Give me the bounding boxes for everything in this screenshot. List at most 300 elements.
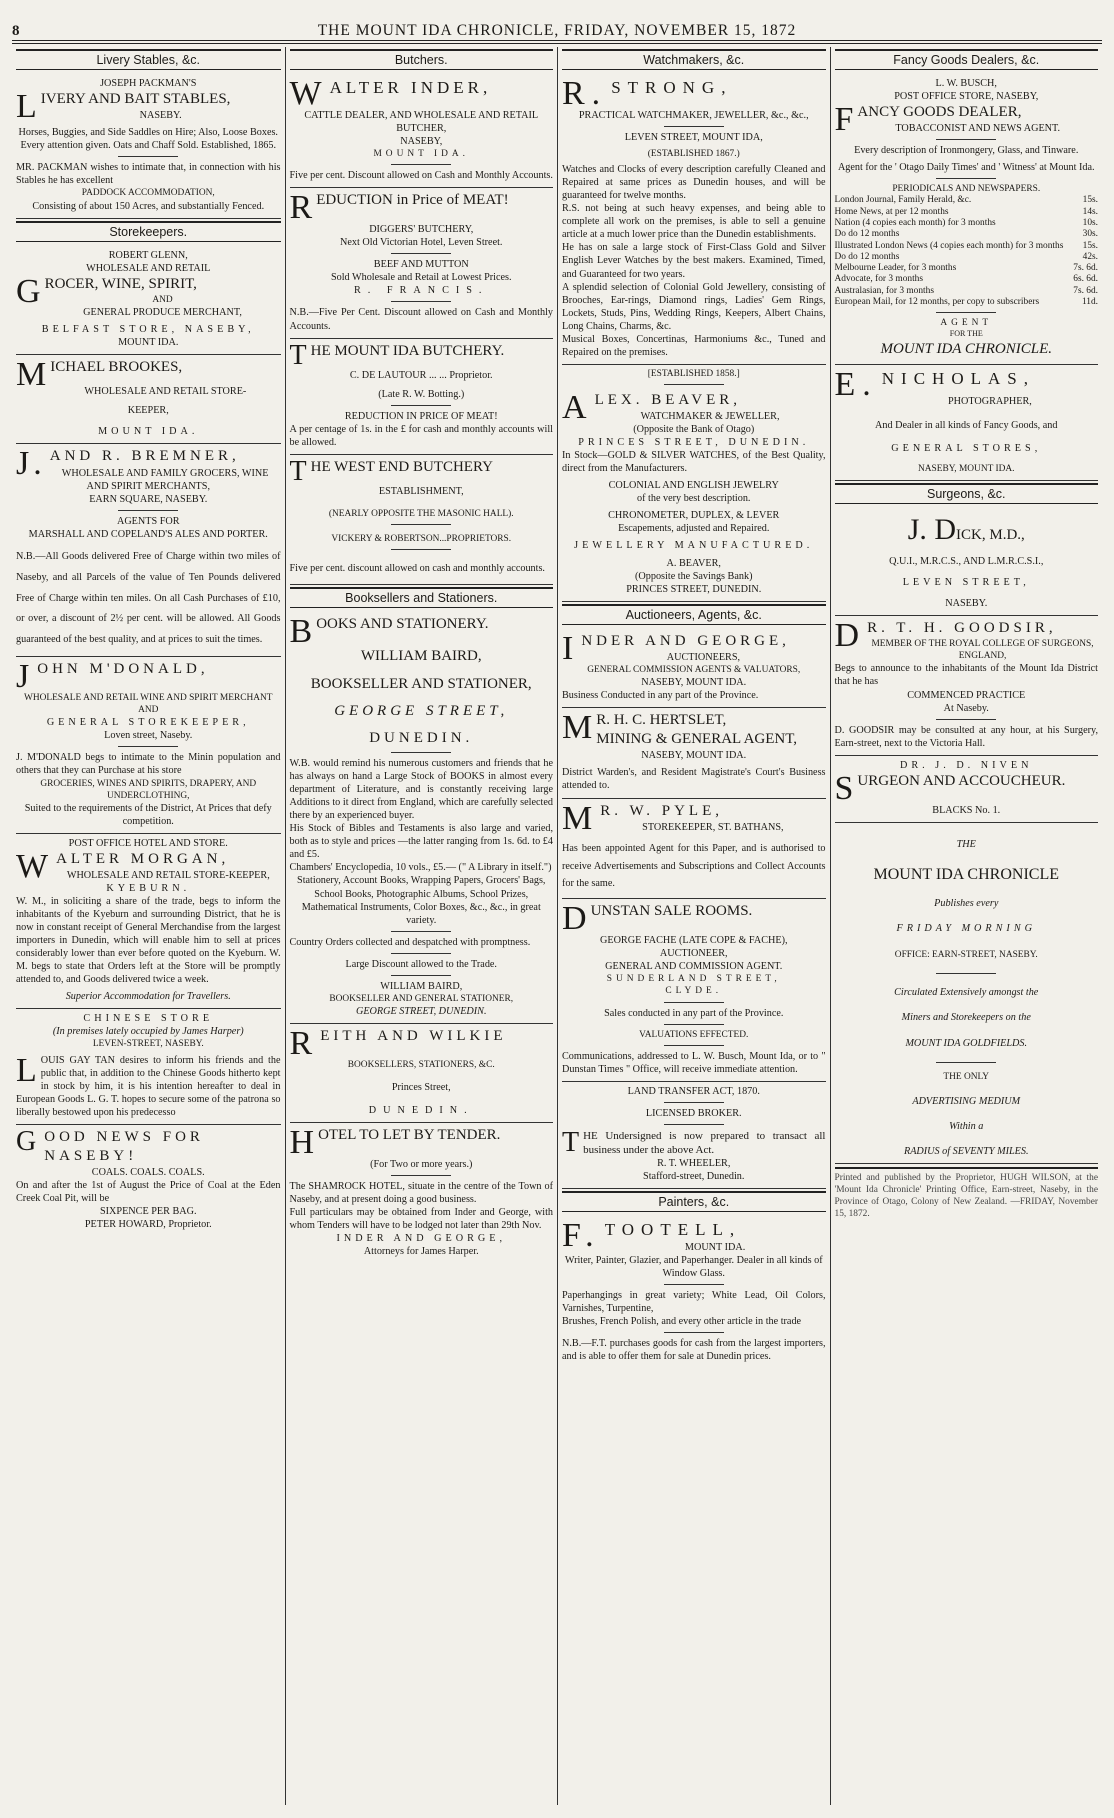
imprint — [835, 1164, 1099, 1225]
ad-body: Five per cent. Discount allowed on Cash and Monthly Accounts. — [289, 170, 553, 182]
divider — [664, 1045, 724, 1046]
ad-body: Paperhangings in great variety; White Lead, Oil Colors, Varnishes, Turpentine, — [562, 1289, 826, 1314]
rate-price: 7s. 6d. — [1073, 285, 1098, 296]
ad-line: Within a — [949, 1120, 984, 1132]
masthead-title: THE MOUNT IDA CHRONICLE, FRIDAY, NOVEMBER 15, 1872 — [317, 22, 797, 39]
drop-cap: G — [16, 272, 41, 310]
ad-mount-ida-butchery — [290, 339, 554, 455]
ad-baird — [290, 612, 554, 1024]
ad-line: WHOLESALE AND RETAIL STORE- — [84, 386, 247, 398]
masthead — [12, 14, 1102, 41]
ad-headline: OOD NEWS FOR NASEBY! — [44, 1128, 204, 1164]
ad-line: CATTLE DEALER, AND WHOLESALE AND RETAIL BUTCHER, — [304, 110, 539, 135]
section-heading: Storekeepers. — [16, 221, 281, 242]
ad-line: WHOLESALE AND RETAIL STORE-KEEPER, — [66, 869, 270, 881]
ad-line: NASEBY, — [400, 136, 443, 148]
ad-line: WILLIAM BAIRD, — [360, 648, 482, 665]
ad-body: Five per cent. discount allowed on cash and monthly accounts. — [289, 562, 545, 574]
ad-line: CHRONOMETER, DUPLEX, & LEVER — [608, 510, 780, 522]
ad-body: Stationery, Account Books, Wrapping Papers, Grocers' Bags, School Books, Photographic Albums, School Prizes, Mathematical Instruments, Color Boxes, &c., &c., in great variety. — [297, 875, 546, 926]
ad-line: [ESTABLISHED 1858.] — [647, 368, 740, 379]
column-1 — [12, 47, 285, 1805]
ad-bremner — [16, 444, 281, 657]
ad-line: (In premises lately occupied by James Harper) — [52, 1026, 244, 1038]
divider — [936, 139, 996, 140]
ad-line: LEVEN STREET, — [902, 577, 1030, 589]
ad-body: Country Orders collected and despatched with promptness. — [289, 936, 531, 948]
rate-price: 10s. — [1082, 218, 1098, 229]
section-heading: Painters, &c. — [562, 1191, 826, 1212]
rate-row — [835, 274, 1099, 285]
ad-line: MOUNT IDA CHRONICLE. — [880, 340, 1053, 357]
ad-body: Communications, addressed to L. W. Busch, Mount Ida, or to " Dunstan Times " Office, will receive immediate attention. — [562, 1050, 826, 1075]
ad-line: Miners and Storekeepers on the — [901, 1012, 1031, 1024]
ad-line: R. T. WHEELER, — [657, 1157, 731, 1169]
ad-body: Musical Boxes, Concertinas, Harmoniums &c., Tuned and Repaired on the premises. — [562, 333, 826, 358]
ad-body: Brushes, French Polish, and every other article in the trade — [562, 1316, 802, 1327]
divider — [664, 1002, 724, 1003]
ad-line: L. W. BUSCH, — [935, 78, 997, 89]
ad-line: Suited to the requirements of the District, At Prices that defy competition. — [24, 802, 272, 827]
ad-line: Circulated Extensively amongst the — [894, 987, 1039, 999]
ad-body: And Dealer in all kinds of Fancy Goods, and — [875, 419, 1058, 431]
ad-line: WHOLESALE AND RETAIL WINE AND SPIRIT MERCHANT AND — [23, 693, 273, 716]
rate-item: Melbourne Leader, for 3 months — [834, 263, 957, 274]
ad-body: A splendid selection of Colonial Gold Jewellery, consisting of Brooches, Ear-rings, Diamond rings, Ladies' Gem Rings, Lockets, Studs, Pins, Wedding Rings, Keepers, Albert Chains, Long Chains, Charms, &c. — [562, 281, 826, 332]
ad-line: BOOKSELLER AND GENERAL STATIONER, — [329, 993, 514, 1004]
ad-body: MR. PACKMAN wishes to intimate that, in connection with his Stables he has excellent — [16, 162, 281, 187]
section-heading: Fancy Goods Dealers, &c. — [835, 49, 1099, 70]
ad-line: Loven street, Naseby. — [104, 730, 193, 742]
divider — [936, 178, 996, 179]
rate-item: Do do 12 months — [834, 251, 900, 262]
ad-mcdonald — [16, 657, 281, 833]
ad-diggers — [290, 188, 554, 338]
drop-cap: B — [289, 613, 313, 651]
drop-cap: R. — [562, 75, 608, 112]
drop-cap: J — [16, 658, 34, 696]
divider — [664, 1124, 724, 1125]
ad-line: PERIODICALS AND NEWSPAPERS. — [892, 184, 1041, 195]
ad-line: GENERAL AND COMMISSION AGENT. — [605, 961, 783, 973]
drop-cap: M — [16, 356, 47, 393]
ad-line: Princes Street, — [391, 1081, 451, 1093]
ad-body: Every attention given. Oats and Chaff Sold. Established, 1865. — [20, 140, 277, 152]
ad-line: REDUCTION IN PRICE OF MEAT! — [344, 410, 498, 422]
column-4 — [830, 47, 1103, 1805]
ad-headline: ALTER INDER, — [329, 78, 492, 97]
columns — [12, 47, 1102, 1805]
ad-headline: ANCY GOODS DEALER, — [857, 104, 1022, 121]
ad-glenn — [16, 246, 281, 355]
ad-line: POST OFFICE STORE, NASEBY, — [894, 91, 1039, 103]
ad-body: Watches and Clocks of every description carefully Cleaned and Repaired at same prices as Dunedin houses, and will be guaranteed for twelve months. — [562, 164, 826, 202]
ad-morgan — [16, 834, 281, 1010]
ad-headline: EDUCTION in Price of MEAT! — [316, 192, 509, 209]
ad-line: At Naseby. — [943, 702, 989, 714]
ad-line: LAND TRANSFER ACT, 1870. — [627, 1085, 760, 1097]
ad-line: WHOLESALE AND RETAIL — [86, 262, 211, 274]
ad-line: GROCERIES, WINES AND SPIRITS, DRAPERY, AND UNDERCLOTHING, — [40, 778, 257, 801]
ad-line: BLACKS No. 1. — [932, 804, 1001, 816]
ad-headline: STRONG, — [611, 78, 733, 97]
divider — [664, 126, 724, 127]
ad-line: MOUNT IDA. — [98, 426, 199, 438]
ad-headline: ICK, M.D., — [956, 526, 1025, 543]
rate-row — [835, 229, 1099, 240]
rate-row — [835, 286, 1099, 297]
ad-line: WATCHMAKER & JEWELLER, — [640, 411, 780, 423]
ad-body: Every description of Ironmongery, Glass, and Tinware. — [854, 145, 1079, 157]
ad-line: COALS. COALS. COALS. — [91, 1167, 205, 1179]
ad-line: SIXPENCE PER BAG. — [99, 1206, 197, 1218]
ad-line: JEWELLERY MANUFACTURED. — [574, 540, 814, 552]
divider — [391, 953, 451, 954]
ad-body: N.B.—All Goods delivered Free of Charge within two miles of Naseby, and all Parcels of the value of Ten Pounds delivered Free of Charge within ten miles. On all Cash Purchases of £10, or over, a discount of 2½ per cent. will be allowed. All Goods guaranteed of the best quality, and at prices to suit the times. — [16, 550, 281, 646]
ad-line: BEEF AND MUTTON — [373, 259, 469, 271]
ad-line: ROBERT GLENN, — [108, 249, 188, 261]
ad-body: The SHAMROCK HOTEL, situate in the centre of the Town of Naseby, and at present doing a good business. — [289, 1181, 553, 1206]
ad-line: NASEBY, MOUNT IDA. — [641, 750, 747, 762]
divider — [118, 746, 178, 747]
ad-body: Agent for the ' Otago Daily Times' and ' Witness' at Mount Ida. — [837, 162, 1095, 174]
rate-row — [835, 207, 1099, 218]
ad-line: (Late R. W. Botting.) — [378, 388, 465, 400]
ad-line: (Opposite the Savings Bank) — [635, 570, 753, 582]
ad-good-news — [16, 1125, 281, 1237]
section-heading: Auctioneers, Agents, &c. — [562, 604, 826, 625]
ad-line: Publishes every — [934, 898, 999, 910]
ad-line: Escapements, adjusted and Repaired. — [618, 523, 770, 535]
ad-body: Business Conducted in any part of the Province. — [562, 689, 759, 701]
rate-row — [835, 252, 1099, 263]
drop-cap: R — [289, 189, 313, 227]
ad-line: GEORGE STREET, — [334, 702, 509, 719]
rate-row — [835, 297, 1099, 308]
ad-line: A. BEAVER, — [666, 557, 721, 569]
ad-line: PHOTOGRAPHER, — [947, 396, 1032, 408]
ad-west-end-butchery — [290, 455, 554, 586]
ad-headline: HE WEST END BUTCHERY — [310, 458, 493, 475]
ad-line: LICENSED BROKER. — [645, 1107, 742, 1119]
ad-line: STOREKEEPER, ST. BATHANS, — [642, 821, 784, 833]
ad-line: PRINCES STREET, DUNEDIN. — [578, 437, 810, 449]
ad-line: RADIUS of SEVENTY MILES. — [903, 1145, 1029, 1157]
ad-line: INDER AND GEORGE, — [336, 1233, 507, 1245]
rate-price: 15s. — [1082, 195, 1098, 206]
divider — [118, 156, 178, 157]
ad-headline: OHN M'DONALD, — [37, 661, 209, 678]
rate-item: Illustrated London News (4 copies each month) for 3 months — [834, 240, 1064, 251]
divider — [391, 164, 451, 165]
ad-line: POST OFFICE HOTEL AND STORE. — [68, 837, 228, 849]
ad-headline: ROCER, WINE, SPIRIT, — [44, 275, 197, 292]
ad-body: He has on sale a large stock of First-Class Gold and Silver English Lever Watches by the best makers. Examined, Timed, and Guaranteed for two years. — [562, 242, 826, 280]
drop-cap: J. — [16, 445, 46, 483]
divider — [391, 301, 451, 302]
ad-line: LEVEN STREET, MOUNT IDA, — [624, 132, 763, 144]
ad-line: AUCTIONEERS, — [666, 651, 741, 663]
section-heading: Watchmakers, &c. — [562, 49, 826, 70]
divider — [391, 752, 451, 753]
drop-cap: S — [834, 769, 854, 807]
ad-line: BELFAST STORE, NASEBY, — [41, 323, 255, 335]
ad-line: WILLIAM BAIRD, — [380, 980, 463, 992]
ad-line: GENERAL STORES, — [891, 442, 1042, 454]
divider — [664, 1284, 724, 1285]
divider — [391, 405, 451, 406]
divider — [936, 1062, 996, 1063]
ad-line: FRIDAY MORNING — [896, 923, 1036, 935]
ad-nicholas — [835, 365, 1099, 481]
drop-cap: L — [16, 88, 37, 126]
ad-body: D. GOODSIR may be consulted at any hour, at his Surgery, Earn-street, next to the Victoria Hall. — [834, 724, 1098, 749]
ad-line: C. DE LAUTOUR ... ... Proprietor. — [349, 369, 493, 381]
rate-price: 14s. — [1082, 206, 1098, 217]
rate-item: Australasian, for 3 months — [834, 285, 934, 296]
ad-headline: HE MOUNT IDA BUTCHERY. — [310, 342, 505, 359]
ad-line: (ESTABLISHED 1867.) — [647, 149, 740, 160]
ad-line: WHOLESALE AND FAMILY GROCERS, WINE AND SPIRIT MERCHANTS, — [61, 467, 269, 492]
ad-headline: LEX. BEAVER, — [594, 391, 742, 408]
divider — [391, 931, 451, 932]
ad-body: Full particulars may be obtained from Inder and George, with whom Tenders will have to be lodged not later than 29th Nov. — [289, 1207, 553, 1232]
ad-line: R. FRANCIS. — [354, 285, 489, 297]
drop-cap: H — [289, 1124, 315, 1162]
divider — [664, 384, 724, 385]
drop-cap: M — [562, 709, 593, 747]
ad-headline: AND R. BREMNER, — [49, 448, 240, 465]
ad-line: MOUNT IDA. — [118, 336, 179, 348]
drop-cap: M — [562, 799, 597, 837]
ad-line: of the very best description. — [637, 493, 751, 505]
ad-headline: CHINESE STORE — [83, 1013, 214, 1025]
rate-price: 42s. — [1082, 251, 1098, 262]
ad-line: DUNEDIN. — [368, 1104, 474, 1116]
ad-line: MOUNT IDA. — [373, 149, 470, 160]
divider — [391, 253, 451, 254]
ad-headline: MOUNT IDA CHRONICLE — [873, 865, 1059, 883]
rate-price: 6s. 6d. — [1073, 274, 1098, 285]
ad-pyle — [562, 799, 826, 900]
ad-line: GEORGE STREET, DUNEDIN. — [355, 1005, 487, 1017]
rate-price: 7s. 6d. — [1073, 263, 1098, 274]
ad-line: ADVERTISING MEDIUM — [912, 1095, 1021, 1107]
ad-chronicle — [835, 823, 1099, 1164]
ad-body: Large Discount allowed to the Trade. — [345, 958, 497, 970]
divider — [118, 510, 178, 511]
ad-line: (Opposite the Bank of Otago) — [633, 424, 755, 436]
ad-inder — [290, 74, 554, 188]
ad-line: FOR THE — [949, 329, 983, 339]
ad-goodsir — [835, 616, 1099, 756]
ad-line: AUCTIONEER, — [659, 948, 728, 960]
divider — [936, 312, 996, 313]
ad-hertslet — [562, 708, 826, 799]
ad-line: ESTABLISHMENT, — [378, 485, 464, 497]
ad-chinese-store — [16, 1009, 281, 1124]
divider — [936, 719, 996, 720]
ad-body: His Stock of Bibles and Testaments is also large and varied, both as to style and prices —the latter ranging from 1s. 6d. to £4 and £5. — [289, 823, 553, 861]
ad-headline: URGEON AND ACCOUCHEUR. — [857, 772, 1066, 789]
ad-line: Next Old Victorian Hotel, Leven Street. — [340, 237, 503, 249]
ad-line: Attorneys for James Harper. — [363, 1246, 479, 1258]
ad-reith-wilkie — [290, 1024, 554, 1123]
section-heading: Livery Stables, &c. — [16, 49, 281, 70]
ad-line: MARSHALL AND COPELAND'S ALES AND PORTER. — [28, 528, 268, 540]
ad-headline: ICHAEL BROOKES, — [50, 359, 183, 375]
rate-row — [835, 263, 1099, 274]
ad-line: SUNDERLAND STREET, — [606, 974, 781, 985]
ad-body: Sales conducted in any part of the Province. — [604, 1007, 784, 1019]
divider — [391, 1175, 451, 1176]
ad-line: DUNEDIN. — [369, 729, 474, 746]
drop-cap: G — [16, 1125, 41, 1157]
rate-item: European Mail, for 12 months, per copy to subscribers — [834, 296, 1040, 307]
divider — [936, 973, 996, 974]
drop-cap: A — [562, 388, 591, 426]
column-3 — [557, 47, 830, 1805]
ad-line: GEORGE FACHE (LATE COPE & FACHE), — [599, 935, 788, 947]
ad-headline: R. W. PYLE, — [600, 802, 723, 819]
ad-line: NASEBY, MOUNT IDA. — [641, 676, 747, 688]
ad-line: GENERAL COMMISSION AGENTS & VALUATORS, — [587, 664, 801, 675]
ad-headline: UNSTAN SALE ROOMS. — [590, 903, 753, 920]
rate-row — [835, 241, 1099, 252]
ad-body: In Stock—GOLD & SILVER WATCHES, of the Best Quality, direct from the Manufacturers. — [562, 450, 826, 475]
ad-inder-george — [562, 629, 826, 708]
ad-body: N.B.—F.T. purchases goods for cash from the largest importers, and is able to offer them for sale at Dunedin prices. — [562, 1338, 826, 1363]
ad-line: Sold Wholesale and Retail at Lowest Prices. — [330, 272, 512, 284]
ad-headline: ALTER MORGAN, — [56, 850, 230, 867]
ad-beaver — [562, 365, 826, 602]
ad-line: Superior Accommodation for Travellers. — [65, 991, 231, 1003]
ad-line: THE — [956, 838, 976, 850]
ad-body: Chambers' Encyclopedia, 10 vols., £5.— (" A Library in itself.") — [289, 862, 552, 874]
ad-line: (For Two or more years.) — [370, 1159, 473, 1171]
ad-line: BOOKSELLERS, STATIONERS, &C. — [347, 1059, 495, 1070]
ad-strong — [562, 74, 826, 365]
drop-cap: W — [289, 75, 326, 112]
ad-line: AGENT — [940, 318, 993, 329]
ad-headline: NICHOLAS, — [881, 368, 1035, 388]
ad-body: W.B. would remind his numerous customers and friends that he has always on hand a Large Stock of BOOKS in almost every department of Literature, and is constantly receiving large Additions to it direct from England, which are carefully selected there by an experienced buyer. — [289, 758, 553, 822]
ad-line: NASEBY. — [139, 110, 182, 122]
ad-line: JOSEPH PACKMAN'S — [100, 78, 197, 89]
ad-headline: NDER AND GEORGE, — [581, 632, 790, 649]
ad-line: MEMBER OF THE ROYAL COLLEGE OF SURGEONS, ENGLAND, — [871, 639, 1094, 662]
imprint-text: Printed and published by the Proprietor, HUGH WILSON, at the 'Mount Ida Chronicle' Printing Office, Earn-street, Naseby, in the Province of Otago, Colony of New Zealand. —FRIDAY, November 15, 1872. — [835, 1167, 1099, 1220]
ad-line: CLYDE. — [665, 986, 723, 997]
ad-hotel-tender — [290, 1123, 554, 1263]
rate-price: 30s. — [1082, 229, 1098, 240]
page-number: 8 — [12, 23, 20, 39]
ad-line: COLONIAL AND ENGLISH JEWELRY — [608, 480, 779, 492]
rate-row — [835, 195, 1099, 206]
ad-line: KYEBURN. — [106, 882, 191, 894]
ad-packman — [16, 74, 281, 219]
ad-line: GENERAL PRODUCE MERCHANT, — [83, 306, 242, 318]
ad-line: OFFICE: EARN-STREET, NASEBY. — [894, 950, 1038, 961]
drop-cap: E. — [834, 365, 878, 403]
ad-line: VALUATIONS EFFECTED. — [639, 1029, 749, 1040]
ad-headline: EITH AND WILKIE — [320, 1027, 507, 1044]
rate-price: 15s. — [1082, 240, 1098, 251]
divider — [391, 975, 451, 976]
ad-line: THE ONLY — [943, 1071, 990, 1082]
drop-cap: D — [834, 617, 864, 655]
drop-cap: D — [562, 900, 587, 938]
ad-body: Horses, Buggies, and Side Saddles on Hire; Also, Loose Boxes. — [18, 127, 278, 139]
ad-land-transfer — [562, 1082, 826, 1189]
ad-line: (NEARLY OPPOSITE THE MASONIC HALL). — [328, 508, 514, 519]
ad-body: W. M., in soliciting a share of the trade, begs to inform the inhabitants of the Kyeburn and surrounding District, that he is now in constant receipt of General Merchandise from the largest importers in Dunedin, which will enable him to sell at prices considerably lower than ever before quoted on the Kyeburn. W. M. begs to state that Orders left at the Store will be promptly attended to, and Goods delivered twice a week. — [16, 896, 281, 986]
ad-line: GENERAL STOREKEEPER, — [46, 717, 250, 729]
ad-body: Has been appointed Agent for this Paper, and is authorised to receive Advertisements and Subscriptions and Collect Accounts for the same. — [562, 842, 826, 890]
ad-body: J. M'DONALD begs to intimate to the Minin population and others that they can Purchase at his store — [16, 752, 281, 777]
ad-line: Q.U.I., M.R.C.S., AND L.M.R.C.S.I., — [889, 556, 1044, 568]
drop-cap: F — [834, 101, 854, 139]
drop-cap: L — [16, 1051, 37, 1089]
rate-item: Home News, at per 12 months — [834, 206, 949, 217]
drop-cap: W — [16, 847, 53, 885]
rate-item: Do do 12 months — [834, 229, 900, 240]
ad-body: Consisting of about 150 Acres, and substantially Fenced. — [32, 200, 265, 212]
drop-cap: J. D — [907, 512, 957, 546]
ad-headline: R. T. H. GOODSIR, — [867, 620, 1057, 637]
ad-body: OUIS GAY TAN desires to inform his friends and the public that, in addition to the Chinese Goods hitherto kept in stock by him, it is his intention hereafter to deal in European Goods L. G. T. hopes to secure some of the patrona so liberally bestowed upon his predecesso — [16, 1054, 281, 1118]
rate-item: Advocate, for 3 months — [834, 274, 924, 285]
ad-body: A per centage of 1s. in the £ for cash and monthly accounts will be allowed. — [289, 423, 553, 448]
ad-line: PADDOCK ACCOMMODATION, — [81, 188, 215, 199]
ad-headline: IVERY AND BAIT STABLES, — [40, 91, 231, 108]
divider — [664, 1024, 724, 1025]
drop-cap: F. — [562, 1217, 601, 1255]
ad-line: TOBACCONIST AND NEWS AGENT. — [895, 123, 1061, 135]
rate-price: 11d. — [1081, 296, 1098, 307]
ad-body: District Warden's, and Resident Magistrate's Court's Business attended to. — [562, 767, 826, 792]
ad-brookes — [16, 355, 281, 444]
ad-line: DIGGERS' BUTCHERY, — [369, 224, 474, 236]
divider — [391, 524, 451, 525]
section-heading: Butchers. — [290, 49, 554, 70]
ad-line: COMMENCED PRACTICE — [907, 689, 1026, 701]
section-heading: Surgeons, &c. — [835, 483, 1099, 504]
ad-headline: OTEL TO LET BY TENDER. — [318, 1127, 501, 1144]
masthead-rule — [12, 43, 1102, 44]
ad-line: MINING & GENERAL AGENT, — [596, 731, 798, 748]
ad-body: Begs to announce to the inhabitants of the Mount Ida District that he has — [834, 663, 1098, 688]
ad-line: EARN SQUARE, NASEBY. — [89, 493, 208, 505]
ad-headline: OOKS AND STATIONERY. — [316, 616, 489, 633]
ad-body: Writer, Painter, Glazier, and Paperhanger. Dealer in all kinds of Window Glass. — [564, 1254, 823, 1279]
ad-line: PETER HOWARD, Proprietor. — [84, 1219, 212, 1231]
ad-line: VICKERY & ROBERTSON...PROPRIETORS. — [331, 533, 512, 544]
ad-line: MOUNT IDA. — [684, 1241, 746, 1253]
ad-body: N.B.—Five Per Cent. Discount allowed on Cash and Monthly Accounts. — [289, 307, 553, 332]
ad-busch — [835, 74, 1099, 365]
ad-line: KEEPER, — [127, 405, 169, 417]
ad-dunstan — [562, 899, 826, 1081]
periodical-rates-list — [835, 195, 1099, 308]
ad-line: Stafford-street, Dunedin. — [643, 1170, 745, 1182]
ad-line: AND — [152, 294, 173, 305]
ad-tootell — [562, 1216, 826, 1368]
ad-line: MOUNT IDA GOLDFIELDS. — [905, 1037, 1028, 1049]
column-2 — [285, 47, 558, 1805]
rate-item: London Journal, Family Herald, &c. — [834, 195, 972, 206]
rate-row — [835, 218, 1099, 229]
